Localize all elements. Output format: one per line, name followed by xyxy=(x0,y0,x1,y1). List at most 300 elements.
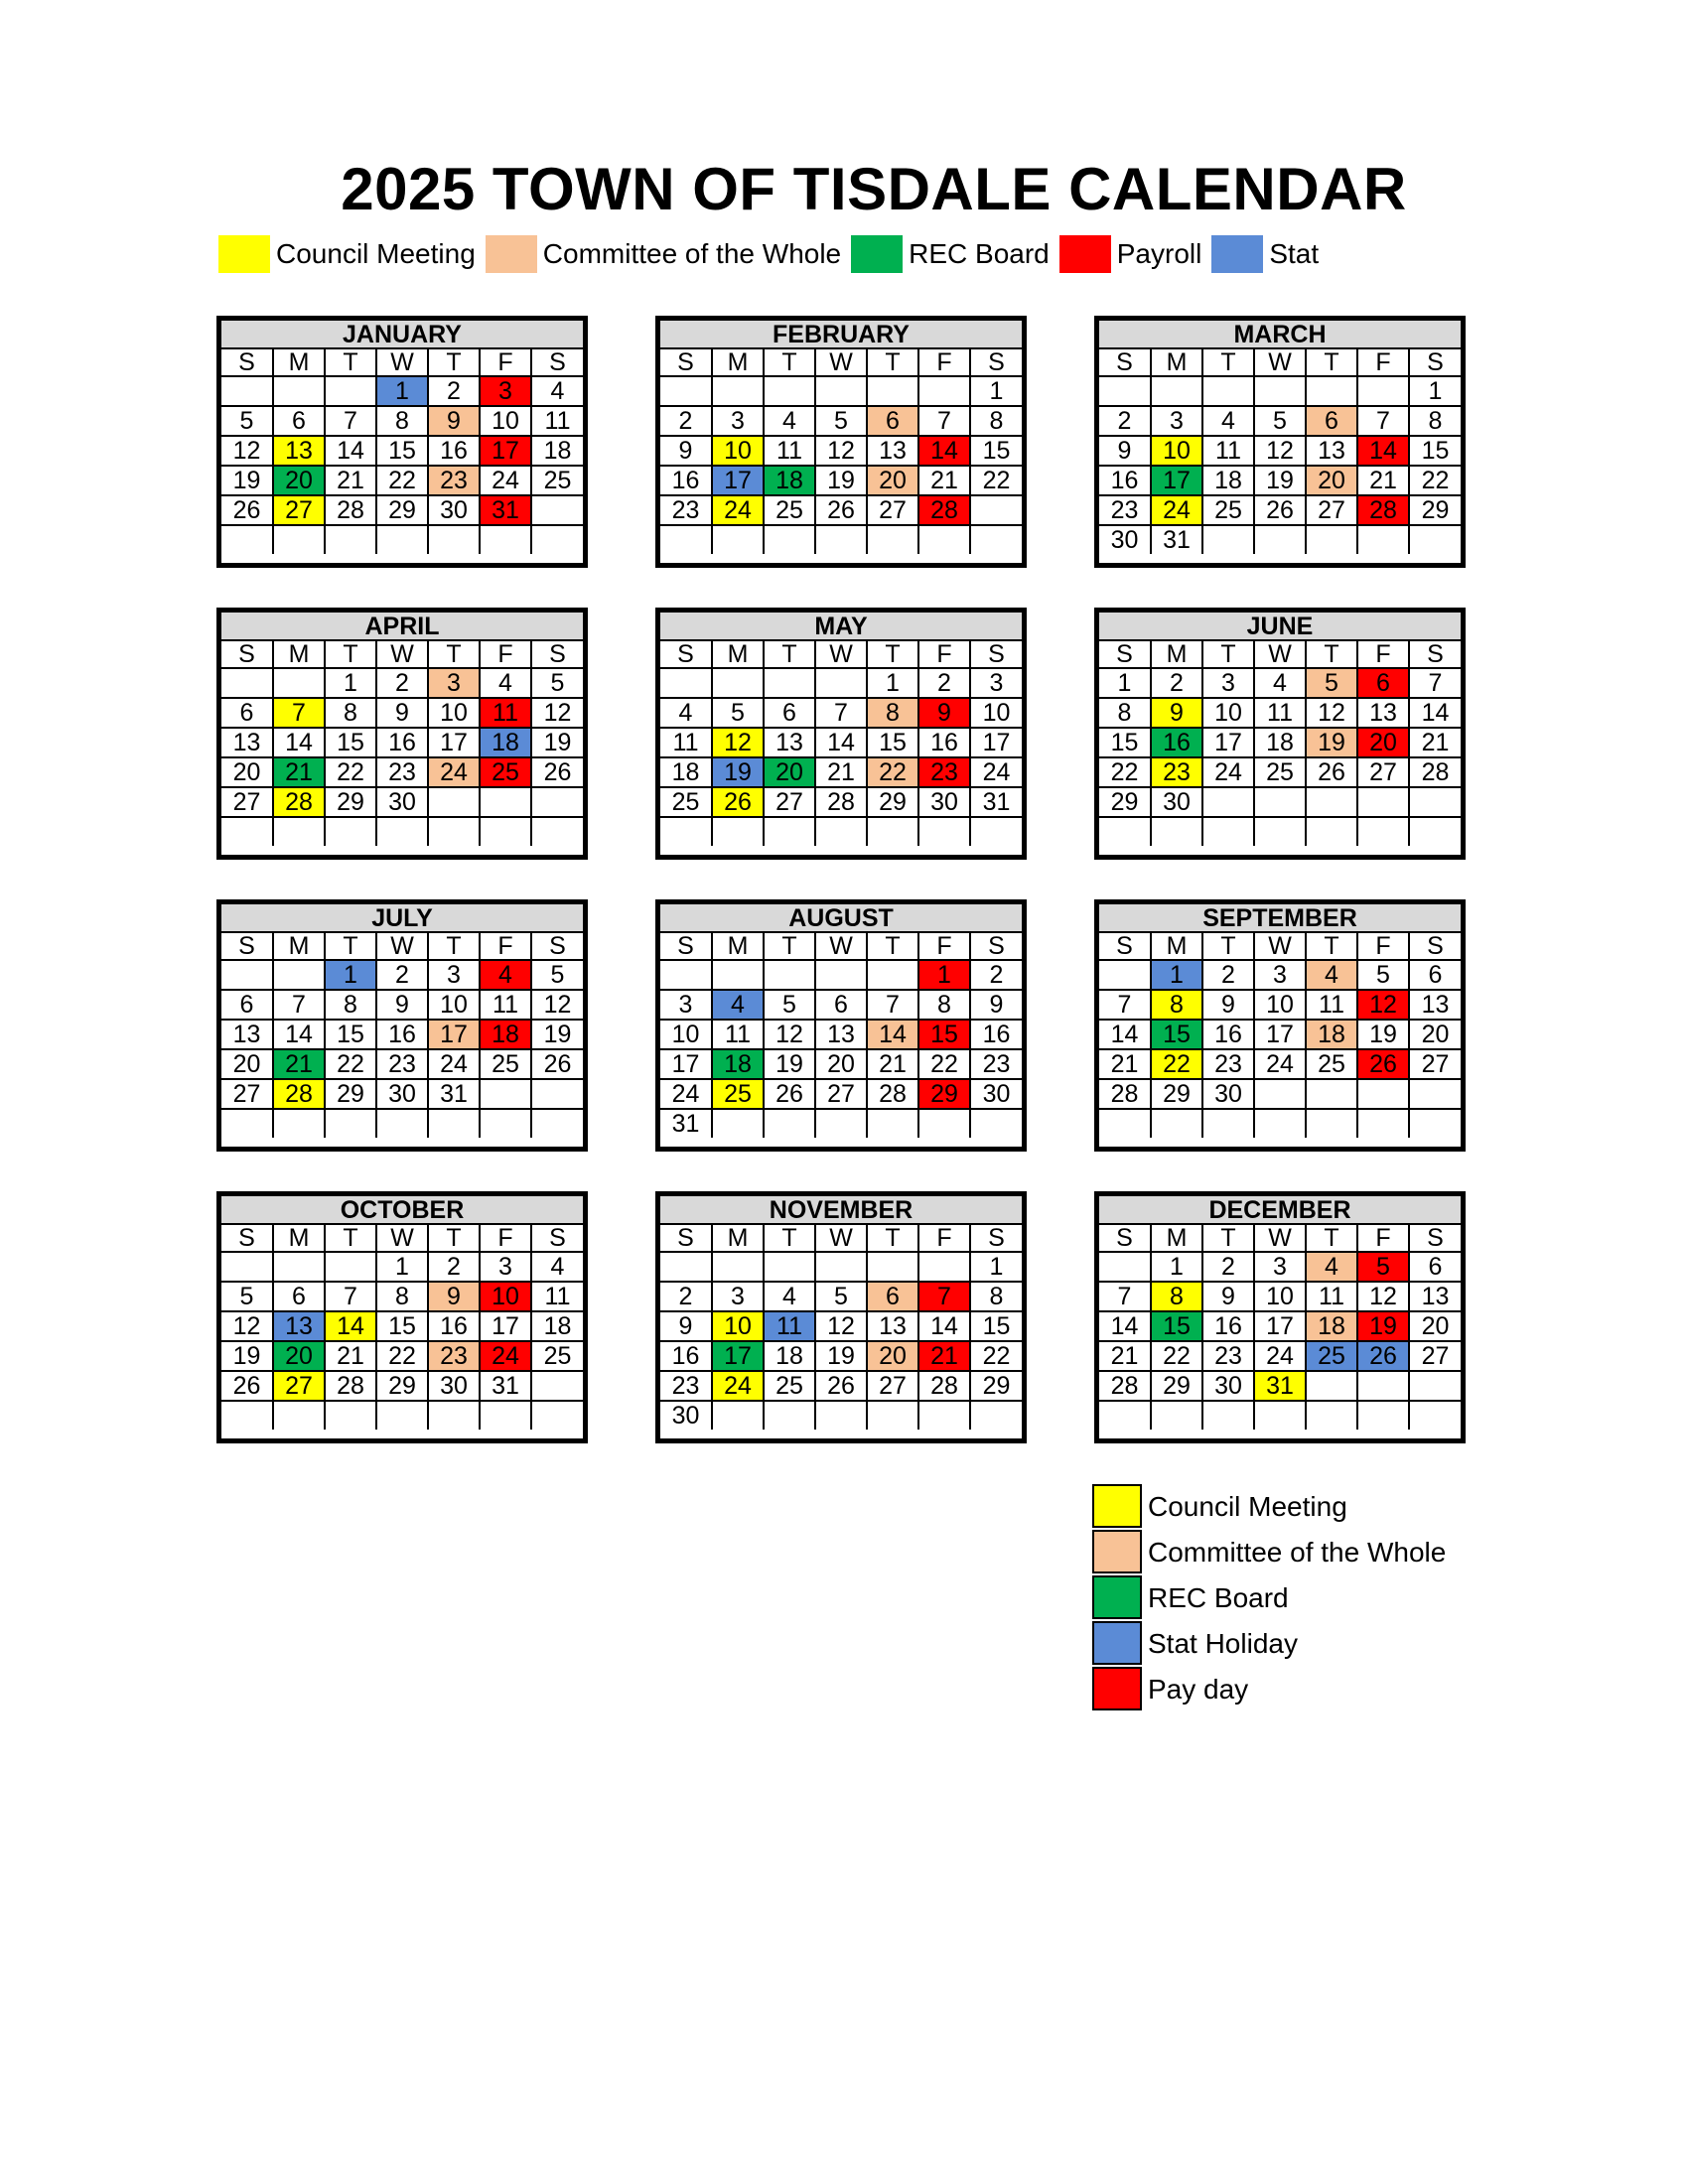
day-cell-council: 31 xyxy=(1254,1371,1306,1401)
day-cell: 10 xyxy=(660,1020,712,1049)
day-cell: 27 xyxy=(1409,1341,1461,1371)
month-name: AUGUST xyxy=(660,904,1022,932)
day-cell: 19 xyxy=(815,1341,867,1371)
day-cell: 12 xyxy=(1306,698,1357,728)
day-cell: 24 xyxy=(1254,1341,1306,1371)
day-cell-committee: 3 xyxy=(428,668,480,698)
empty-cell xyxy=(1357,1079,1409,1109)
empty-cell xyxy=(273,1252,325,1282)
day-cell: 20 xyxy=(1409,1311,1461,1341)
empty-cell xyxy=(1306,787,1357,817)
day-cell: 14 xyxy=(1409,698,1461,728)
day-cell-payroll: 14 xyxy=(1357,436,1409,466)
day-cell: 13 xyxy=(764,728,815,757)
day-cell-council: 8 xyxy=(1151,990,1202,1020)
day-cell: 4 xyxy=(531,1252,583,1282)
day-cell: 22 xyxy=(325,757,376,787)
day-cell: 11 xyxy=(1202,436,1254,466)
day-cell: 22 xyxy=(970,466,1022,495)
weekday-header: W xyxy=(1254,640,1306,668)
empty-cell xyxy=(712,525,764,554)
day-cell: 12 xyxy=(221,436,273,466)
month-name: APRIL xyxy=(221,613,583,640)
day-cell: 12 xyxy=(815,436,867,466)
day-cell: 23 xyxy=(970,1049,1022,1079)
day-cell: 12 xyxy=(1357,1282,1409,1311)
empty-cell xyxy=(1254,787,1306,817)
day-cell: 15 xyxy=(867,728,918,757)
day-cell: 20 xyxy=(1409,1020,1461,1049)
weekday-header: M xyxy=(1151,348,1202,376)
day-cell: 25 xyxy=(1254,757,1306,787)
empty-cell xyxy=(273,376,325,406)
day-cell: 22 xyxy=(1409,466,1461,495)
day-cell: 2 xyxy=(660,406,712,436)
empty-cell xyxy=(764,1401,815,1430)
day-cell: 1 xyxy=(376,1252,428,1282)
empty-cell xyxy=(428,525,480,554)
day-cell-payroll: 25 xyxy=(480,757,531,787)
day-cell: 12 xyxy=(1254,436,1306,466)
weekday-header: F xyxy=(1357,348,1409,376)
empty-cell xyxy=(815,376,867,406)
empty-cell xyxy=(273,1109,325,1138)
day-cell-committee: 20 xyxy=(867,1341,918,1371)
day-cell-stat: 17 xyxy=(712,466,764,495)
day-cell: 28 xyxy=(867,1079,918,1109)
weekday-header: F xyxy=(480,932,531,960)
day-cell: 5 xyxy=(712,698,764,728)
day-cell: 19 xyxy=(1357,1020,1409,1049)
day-cell-rec: 21 xyxy=(273,757,325,787)
empty-cell xyxy=(660,960,712,990)
day-cell-committee: 8 xyxy=(867,698,918,728)
day-cell-committee: 14 xyxy=(867,1020,918,1049)
day-cell-council: 9 xyxy=(1151,698,1202,728)
empty-cell xyxy=(531,1401,583,1430)
empty-cell xyxy=(1357,1109,1409,1138)
key-label: Stat Holiday xyxy=(1148,1628,1298,1659)
day-cell: 29 xyxy=(1151,1079,1202,1109)
empty-cell xyxy=(531,787,583,817)
key-swatch xyxy=(1092,1667,1142,1710)
day-cell: 1 xyxy=(970,376,1022,406)
weekday-header: T xyxy=(325,1224,376,1252)
day-cell: 18 xyxy=(660,757,712,787)
day-cell: 11 xyxy=(712,1020,764,1049)
day-cell: 7 xyxy=(1099,990,1151,1020)
day-cell: 16 xyxy=(1202,1020,1254,1049)
empty-cell xyxy=(1409,787,1461,817)
day-cell: 29 xyxy=(325,1079,376,1109)
day-cell: 30 xyxy=(376,787,428,817)
weekday-header: W xyxy=(376,932,428,960)
day-cell: 4 xyxy=(480,668,531,698)
empty-cell xyxy=(1409,817,1461,846)
day-cell: 26 xyxy=(1306,757,1357,787)
day-cell: 27 xyxy=(1409,1049,1461,1079)
top-legend xyxy=(218,234,1329,274)
day-cell: 22 xyxy=(918,1049,970,1079)
day-cell: 21 xyxy=(325,466,376,495)
key-swatch xyxy=(1092,1621,1142,1665)
month-name: MARCH xyxy=(1099,321,1461,348)
day-cell: 5 xyxy=(1357,960,1409,990)
key-swatch xyxy=(1092,1484,1142,1528)
day-cell-payroll: 21 xyxy=(918,1341,970,1371)
day-cell: 15 xyxy=(325,728,376,757)
empty-cell xyxy=(1306,1109,1357,1138)
day-cell: 8 xyxy=(376,406,428,436)
day-cell: 28 xyxy=(815,787,867,817)
day-cell-committee: 20 xyxy=(1306,466,1357,495)
weekday-header: S xyxy=(1409,932,1461,960)
day-cell-council: 23 xyxy=(1151,757,1202,787)
key-item-payroll xyxy=(1092,1667,1446,1712)
weekday-header: W xyxy=(1254,348,1306,376)
day-cell: 26 xyxy=(221,495,273,525)
day-cell: 9 xyxy=(1202,990,1254,1020)
weekday-header: S xyxy=(970,932,1022,960)
day-cell: 4 xyxy=(531,376,583,406)
day-cell: 21 xyxy=(1357,466,1409,495)
empty-cell xyxy=(221,376,273,406)
key-label: Council Meeting xyxy=(1148,1491,1347,1522)
month-june xyxy=(1094,608,1466,860)
weekday-header: T xyxy=(1306,1224,1357,1252)
day-cell: 2 xyxy=(970,960,1022,990)
weekday-header: S xyxy=(660,348,712,376)
empty-cell xyxy=(764,376,815,406)
day-cell: 1 xyxy=(1099,668,1151,698)
day-cell: 21 xyxy=(1099,1341,1151,1371)
empty-cell xyxy=(712,1401,764,1430)
day-cell: 29 xyxy=(867,787,918,817)
legend-item-council xyxy=(218,235,476,273)
empty-cell xyxy=(1306,1401,1357,1430)
empty-cell xyxy=(273,1401,325,1430)
empty-cell xyxy=(712,960,764,990)
day-cell: 25 xyxy=(764,1371,815,1401)
day-cell: 18 xyxy=(531,1311,583,1341)
weekday-header: S xyxy=(531,640,583,668)
day-cell: 30 xyxy=(918,787,970,817)
day-cell: 30 xyxy=(376,1079,428,1109)
day-cell: 17 xyxy=(660,1049,712,1079)
day-cell: 9 xyxy=(660,436,712,466)
weekday-header: M xyxy=(273,640,325,668)
weekday-header: S xyxy=(221,640,273,668)
empty-cell xyxy=(480,787,531,817)
empty-cell xyxy=(660,376,712,406)
day-cell: 19 xyxy=(1254,466,1306,495)
day-cell: 12 xyxy=(531,698,583,728)
months-grid xyxy=(216,316,1468,1447)
day-cell: 16 xyxy=(1099,466,1151,495)
day-cell: 22 xyxy=(1099,757,1151,787)
day-cell-rec: 17 xyxy=(712,1341,764,1371)
empty-cell xyxy=(1409,1401,1461,1430)
day-cell: 2 xyxy=(918,668,970,698)
day-cell: 17 xyxy=(480,1311,531,1341)
day-cell: 21 xyxy=(815,757,867,787)
day-cell-council: 28 xyxy=(273,787,325,817)
weekday-header: T xyxy=(428,932,480,960)
day-cell: 9 xyxy=(376,990,428,1020)
legend-item-committee xyxy=(486,235,841,273)
weekday-header: W xyxy=(815,348,867,376)
day-cell: 17 xyxy=(970,728,1022,757)
day-cell-committee: 9 xyxy=(428,1282,480,1311)
empty-cell xyxy=(531,1079,583,1109)
day-cell: 19 xyxy=(815,466,867,495)
day-cell-stat: 26 xyxy=(1357,1341,1409,1371)
empty-cell xyxy=(480,1079,531,1109)
day-cell: 8 xyxy=(918,990,970,1020)
day-cell: 10 xyxy=(1202,698,1254,728)
weekday-header: W xyxy=(376,1224,428,1252)
weekday-header: T xyxy=(764,1224,815,1252)
day-cell: 28 xyxy=(1409,757,1461,787)
empty-cell xyxy=(273,817,325,846)
day-cell: 7 xyxy=(815,698,867,728)
day-cell: 6 xyxy=(1409,1252,1461,1282)
day-cell: 11 xyxy=(1306,990,1357,1020)
day-cell: 4 xyxy=(764,406,815,436)
day-cell: 24 xyxy=(1254,1049,1306,1079)
empty-cell xyxy=(1357,376,1409,406)
day-cell: 22 xyxy=(325,1049,376,1079)
day-cell: 2 xyxy=(660,1282,712,1311)
empty-cell xyxy=(1357,525,1409,554)
empty-cell xyxy=(867,525,918,554)
day-cell: 6 xyxy=(221,990,273,1020)
day-cell: 28 xyxy=(1099,1371,1151,1401)
day-cell: 16 xyxy=(1202,1311,1254,1341)
day-cell-payroll: 6 xyxy=(1357,668,1409,698)
empty-cell xyxy=(221,668,273,698)
empty-cell xyxy=(764,817,815,846)
weekday-header: S xyxy=(1099,1224,1151,1252)
day-cell: 30 xyxy=(1151,787,1202,817)
day-cell-stat: 25 xyxy=(1306,1341,1357,1371)
empty-cell xyxy=(325,376,376,406)
day-cell: 5 xyxy=(815,406,867,436)
page-title: 2025 TOWN OF TISDALE CALENDAR xyxy=(341,156,1407,222)
empty-cell xyxy=(918,1252,970,1282)
empty-cell xyxy=(970,1109,1022,1138)
day-cell: 29 xyxy=(1151,1371,1202,1401)
day-cell-stat: 1 xyxy=(1151,960,1202,990)
day-cell: 3 xyxy=(428,960,480,990)
empty-cell xyxy=(764,960,815,990)
empty-cell xyxy=(1151,1401,1202,1430)
empty-cell xyxy=(815,817,867,846)
day-cell: 4 xyxy=(660,698,712,728)
empty-cell xyxy=(480,525,531,554)
empty-cell xyxy=(221,1252,273,1282)
weekday-header: F xyxy=(480,1224,531,1252)
day-cell: 8 xyxy=(970,1282,1022,1311)
day-cell: 30 xyxy=(428,1371,480,1401)
day-cell: 15 xyxy=(376,436,428,466)
day-cell-rec: 20 xyxy=(764,757,815,787)
day-cell: 3 xyxy=(970,668,1022,698)
day-cell: 20 xyxy=(815,1049,867,1079)
day-cell-payroll: 18 xyxy=(480,1020,531,1049)
empty-cell xyxy=(815,668,867,698)
weekday-header: T xyxy=(1306,640,1357,668)
day-cell: 27 xyxy=(764,787,815,817)
day-cell: 11 xyxy=(1306,1282,1357,1311)
day-cell-payroll: 19 xyxy=(1357,1311,1409,1341)
legend-swatch xyxy=(1211,235,1263,273)
day-cell: 2 xyxy=(376,668,428,698)
empty-cell xyxy=(1409,525,1461,554)
month-october xyxy=(216,1191,588,1443)
day-cell: 8 xyxy=(970,406,1022,436)
day-cell: 8 xyxy=(1409,406,1461,436)
day-cell-council: 26 xyxy=(712,787,764,817)
day-cell: 6 xyxy=(1409,960,1461,990)
day-cell-council: 22 xyxy=(1151,1049,1202,1079)
day-cell: 15 xyxy=(970,1311,1022,1341)
day-cell: 10 xyxy=(1254,1282,1306,1311)
empty-cell xyxy=(221,960,273,990)
empty-cell xyxy=(660,817,712,846)
empty-cell xyxy=(867,960,918,990)
day-cell: 11 xyxy=(480,990,531,1020)
day-cell-committee: 23 xyxy=(428,1341,480,1371)
day-cell-committee: 17 xyxy=(428,1020,480,1049)
day-cell: 28 xyxy=(325,495,376,525)
day-cell: 17 xyxy=(428,728,480,757)
day-cell: 14 xyxy=(325,436,376,466)
empty-cell xyxy=(325,525,376,554)
day-cell: 19 xyxy=(764,1049,815,1079)
day-cell: 1 xyxy=(1409,376,1461,406)
weekday-header: M xyxy=(712,348,764,376)
empty-cell xyxy=(376,1109,428,1138)
day-cell: 10 xyxy=(428,990,480,1020)
day-cell: 8 xyxy=(325,698,376,728)
empty-cell xyxy=(1202,1401,1254,1430)
weekday-header: S xyxy=(660,932,712,960)
day-cell: 24 xyxy=(480,466,531,495)
weekday-header: S xyxy=(970,640,1022,668)
empty-cell xyxy=(325,1401,376,1430)
day-cell-stat: 18 xyxy=(480,728,531,757)
weekday-header: S xyxy=(531,348,583,376)
day-cell: 1 xyxy=(867,668,918,698)
day-cell-committee: 23 xyxy=(428,466,480,495)
weekday-header: T xyxy=(428,640,480,668)
month-name: MAY xyxy=(660,613,1022,640)
weekday-header: W xyxy=(1254,1224,1306,1252)
day-cell: 22 xyxy=(376,466,428,495)
day-cell: 2 xyxy=(428,376,480,406)
weekday-header: S xyxy=(970,348,1022,376)
day-cell: 7 xyxy=(325,1282,376,1311)
day-cell: 15 xyxy=(1099,728,1151,757)
legend-label: Payroll xyxy=(1116,238,1202,269)
empty-cell xyxy=(325,1252,376,1282)
day-cell: 13 xyxy=(1409,1282,1461,1311)
day-cell-payroll: 28 xyxy=(1357,495,1409,525)
day-cell: 29 xyxy=(376,495,428,525)
empty-cell xyxy=(867,1109,918,1138)
day-cell: 13 xyxy=(1357,698,1409,728)
month-name: JULY xyxy=(221,904,583,932)
empty-cell xyxy=(1202,376,1254,406)
empty-cell xyxy=(480,1109,531,1138)
empty-cell xyxy=(1306,1079,1357,1109)
weekday-header: T xyxy=(325,932,376,960)
empty-cell xyxy=(1151,817,1202,846)
day-cell: 2 xyxy=(1202,1252,1254,1282)
day-cell-rec: 16 xyxy=(1151,728,1202,757)
day-cell: 27 xyxy=(1306,495,1357,525)
day-cell: 2 xyxy=(1151,668,1202,698)
day-cell-committee: 6 xyxy=(867,1282,918,1311)
day-cell: 13 xyxy=(1409,990,1461,1020)
empty-cell xyxy=(867,817,918,846)
day-cell-stat: 1 xyxy=(325,960,376,990)
day-cell: 17 xyxy=(1202,728,1254,757)
day-cell: 2 xyxy=(1099,406,1151,436)
weekday-header: S xyxy=(1099,932,1151,960)
day-cell: 21 xyxy=(918,466,970,495)
key-label: Pay day xyxy=(1148,1674,1249,1705)
empty-cell xyxy=(764,1109,815,1138)
month-february xyxy=(655,316,1027,568)
day-cell: 12 xyxy=(221,1311,273,1341)
empty-cell xyxy=(867,1252,918,1282)
day-cell-committee: 4 xyxy=(1306,1252,1357,1282)
day-cell-committee: 20 xyxy=(867,466,918,495)
day-cell: 16 xyxy=(428,1311,480,1341)
day-cell: 14 xyxy=(815,728,867,757)
month-name: SEPTEMBER xyxy=(1099,904,1461,932)
day-cell: 17 xyxy=(1254,1311,1306,1341)
weekday-header: S xyxy=(531,932,583,960)
empty-cell xyxy=(480,817,531,846)
empty-cell xyxy=(1254,1079,1306,1109)
empty-cell xyxy=(712,1252,764,1282)
day-cell: 13 xyxy=(867,1311,918,1341)
key-item-stat xyxy=(1092,1621,1446,1667)
day-cell-payroll: 23 xyxy=(918,757,970,787)
day-cell: 8 xyxy=(1099,698,1151,728)
day-cell: 11 xyxy=(531,1282,583,1311)
month-december xyxy=(1094,1191,1466,1443)
day-cell: 20 xyxy=(221,1049,273,1079)
day-cell: 26 xyxy=(815,1371,867,1401)
day-cell: 15 xyxy=(970,436,1022,466)
day-cell: 14 xyxy=(1099,1020,1151,1049)
day-cell: 15 xyxy=(325,1020,376,1049)
day-cell: 1 xyxy=(970,1252,1022,1282)
day-cell: 19 xyxy=(531,1020,583,1049)
weekday-header: T xyxy=(1202,1224,1254,1252)
day-cell: 23 xyxy=(376,757,428,787)
day-cell: 29 xyxy=(1099,787,1151,817)
weekday-header: W xyxy=(376,640,428,668)
legend-item-payroll xyxy=(1059,235,1202,273)
legend-swatch xyxy=(1059,235,1111,273)
day-cell: 29 xyxy=(325,787,376,817)
day-cell: 26 xyxy=(221,1371,273,1401)
